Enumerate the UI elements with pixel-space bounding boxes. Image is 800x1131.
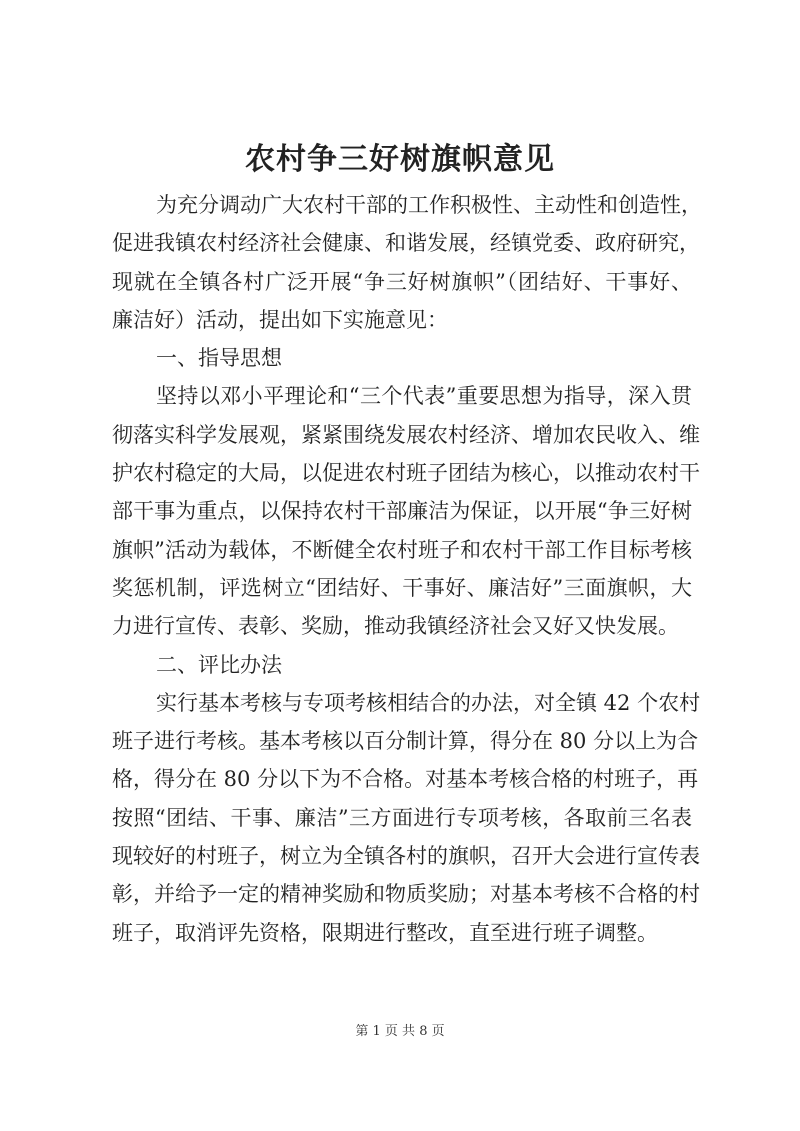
text-line: 奖惩机制，评选树立“团结好、干事好、廉洁好”三面旗帜，大 [112,575,692,600]
text-line: 实行基本考核与专项考核相结合的办法，对全镇 42 个农村 [156,690,701,715]
text-line: 现就在全镇各村广泛开展“争三好树旗帜”（团结好、干事好、 [112,269,692,294]
text-line: 按照“团结、干事、廉洁”三方面进行专项考核，各取前三名表 [112,805,692,830]
text-line: 班子，取消评先资格，限期进行整改，直至进行班子调整。 [112,920,658,945]
text-line: 彰，并给予一定的精神奖励和物质奖励；对基本考核不合格的村 [112,882,700,907]
page-footer: 第 1 页 共 8 页 [355,1024,445,1039]
text-line: 护农村稳定的大局，以促进农村班子团结为核心，以推动农村干 [112,461,700,486]
document-title: 农村争三好树旗帜意见 [245,142,555,177]
document-body [112,186,702,952]
text-line: 二、评比办法 [156,652,282,677]
text-line: 部干事为重点，以保持农村干部廉洁为保证，以开展“争三好树 [112,499,692,524]
text-line: 旗帜”活动为载体，不断健全农村班子和农村干部工作目标考核 [112,537,692,562]
text-line: 彻落实科学发展观，紧紧围绕发展农村经济、增加农民收入、维 [112,422,700,447]
text-line: 一、指导思想 [156,346,282,371]
text-line: 为充分调动广大农村干部的工作积极性、主动性和创造性， [156,193,702,217]
text-line: 现较好的村班子，树立为全镇各村的旗帜，召开大会进行宣传表 [112,844,700,869]
text-line: 坚持以邓小平理论和“三个代表”重要思想为指导，深入贯 [156,384,692,409]
text-line: 格，得分在 80 分以下为不合格。对基本考核合格的村班子，再 [112,767,699,792]
text-line: 班子进行考核。基本考核以百分制计算，得分在 80 分以上为合 [112,729,699,754]
text-line: 促进我镇农村经济社会健康、和谐发展，经镇党委、政府研究， [112,231,700,256]
text-line: 力进行宣传、表彰、奖励，推动我镇经济社会又好又快发展。 [112,614,679,639]
text-line: 廉洁好）活动，提出如下实施意见： [112,307,448,332]
